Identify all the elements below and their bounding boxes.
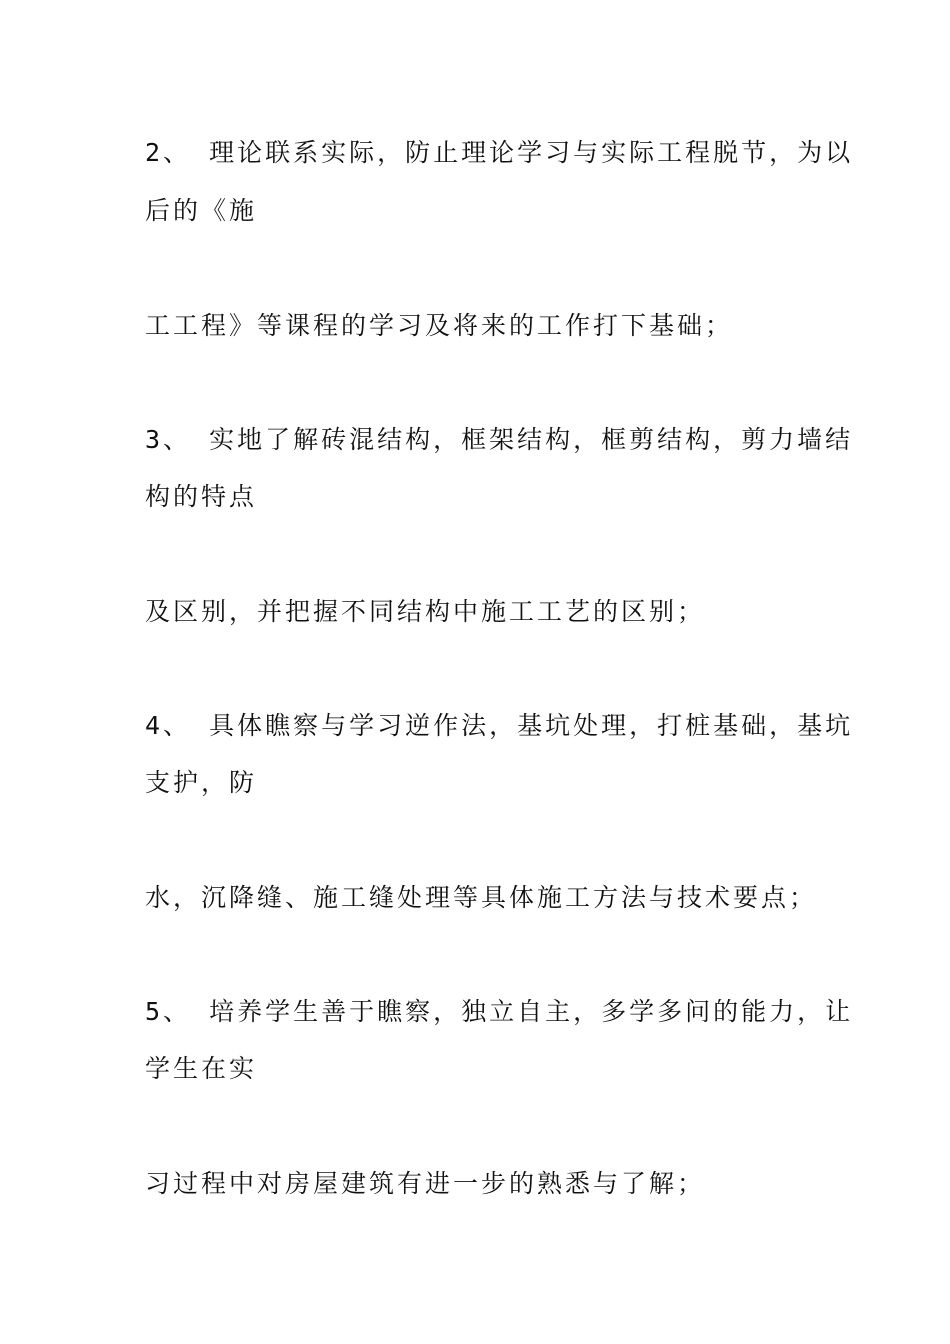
paragraph-2-line-2: 后的《施 xyxy=(145,196,258,225)
paragraph-4-line-1: 4、 具体瞧察与学习逆作法，基坑处理，打桩基础，基坑 xyxy=(145,711,854,740)
paragraph-4-line-2: 支护，防 xyxy=(145,768,258,797)
paragraph-5-line-1: 5、 培养学生善于瞧察，独立自主，多学多问的能力，让 xyxy=(145,997,854,1026)
paragraph-3-line-2: 构的特点 xyxy=(145,482,258,511)
paragraph-4-continuation: 水，沉降缝、施工缝处理等具体施工方法与技术要点； xyxy=(145,883,818,912)
paragraph-2-line-1: 2、 理论联系实际，防止理论学习与实际工程脱节，为以 xyxy=(145,138,854,167)
paragraph-3-line-1: 3、 实地了解砖混结构，框架结构，框剪结构，剪力墙结 xyxy=(145,425,854,454)
paragraph-3-continuation: 及区别，并把握不同结构中施工工艺的区别； xyxy=(145,597,706,626)
paragraph-5-continuation: 习过程中对房屋建筑有进一步的熟悉与了解； xyxy=(145,1169,706,1198)
paragraph-5-line-2: 学生在实 xyxy=(145,1054,258,1083)
paragraph-2-continuation: 工工程》等课程的学习及将来的工作打下基础； xyxy=(145,311,734,340)
